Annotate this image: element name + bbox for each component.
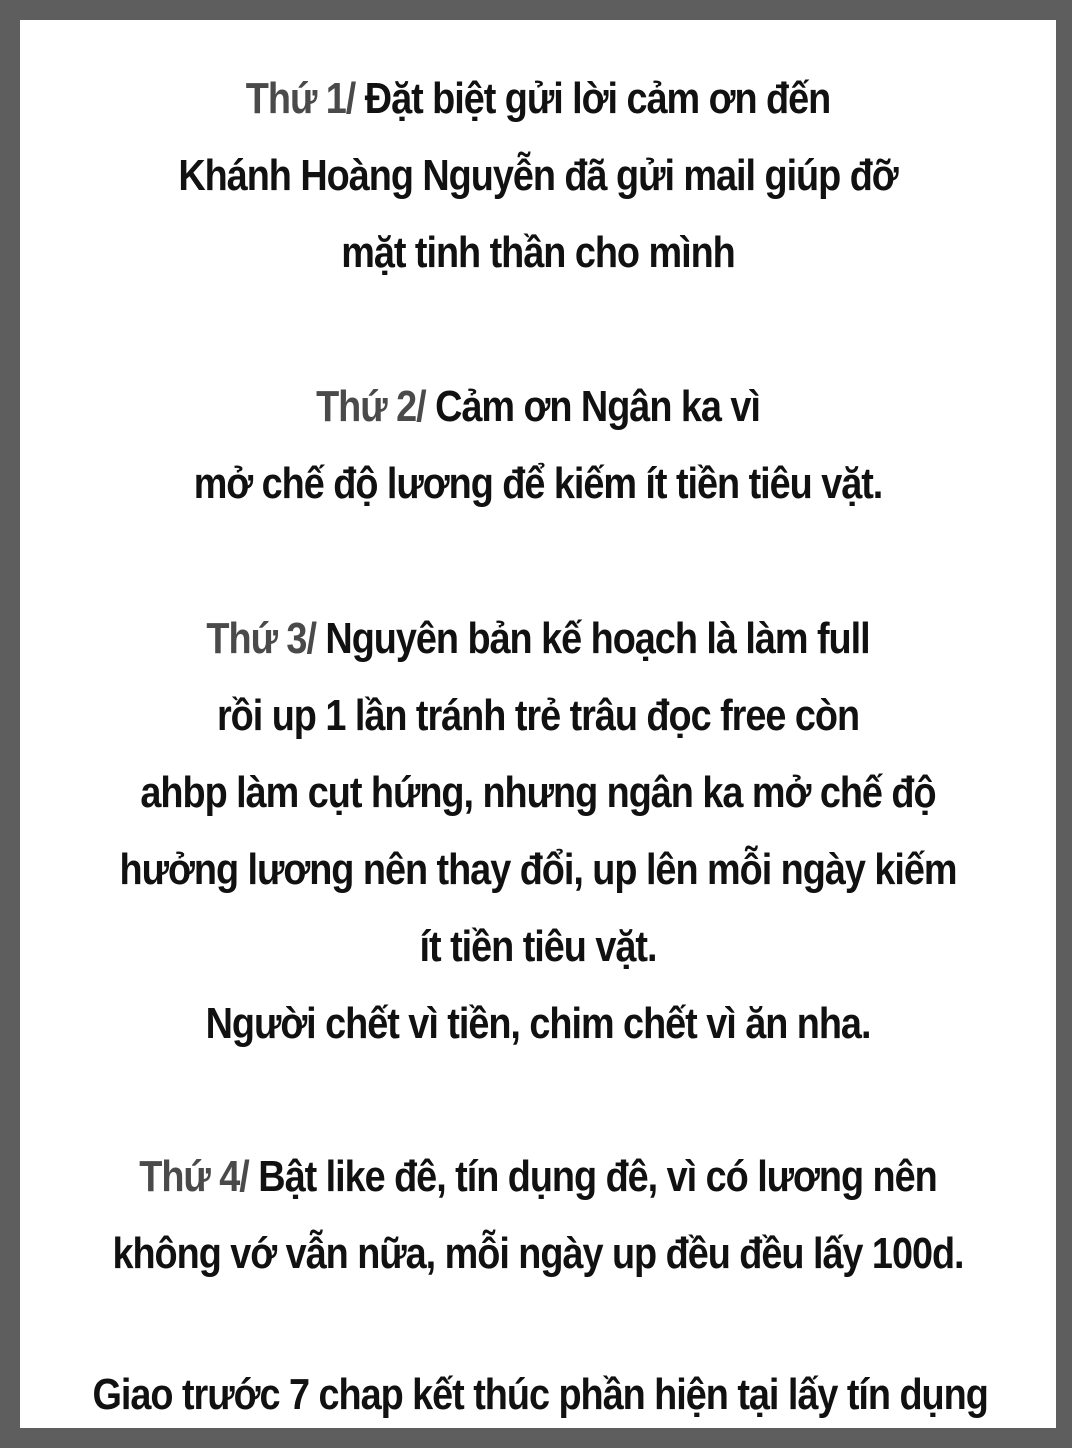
paragraph-text: Nguyên bản kế hoạch là làm full <box>325 614 870 663</box>
paragraph-1 <box>93 60 984 291</box>
paragraph-label: Thứ 1/ <box>245 74 356 123</box>
paragraph-line: ít tiền tiêu vặt. <box>419 922 657 971</box>
paragraph-line: Người chết vì tiền, chim chết vì ăn nha. <box>205 999 871 1048</box>
paragraph-text: Cảm ơn Ngân ka vì <box>435 382 760 431</box>
paragraph-line: ahbp làm cụt hứng, nhưng ngân ka mở chế độ <box>140 768 936 817</box>
paragraph-line: hưởng lương nên thay đổi, up lên mỗi ngày kiếm <box>119 845 957 894</box>
paragraph-line: mở chế độ lương để kiếm ít tiền tiêu vặt. <box>193 459 883 508</box>
paragraph-3 <box>93 600 984 1062</box>
paragraph-label: Thứ 2/ <box>316 382 426 431</box>
paragraph-4 <box>93 1138 984 1292</box>
paragraph-line <box>93 60 984 137</box>
paragraph-2 <box>93 368 984 522</box>
paragraph-label: Thứ 3/ <box>206 614 316 663</box>
paragraph-label: Thứ 4/ <box>139 1152 249 1201</box>
paragraph-text: Đặt biệt gửi lời cảm ơn đến <box>364 74 831 123</box>
paragraph-line: Khánh Hoàng Nguyễn đã gửi mail giúp đỡ <box>178 151 898 200</box>
paragraph-line: mặt tinh thần cho mình <box>341 228 735 277</box>
document-page <box>20 20 1056 1428</box>
closing-note <box>92 1356 988 1433</box>
paragraph-line: rồi up 1 lần tránh trẻ trâu đọc free còn <box>216 691 860 740</box>
paragraph-line: Giao trước 7 chap kết thúc phần hiện tại lấy tín dụng <box>92 1370 988 1419</box>
paragraph-line <box>93 600 984 677</box>
paragraph-line <box>93 1138 984 1215</box>
paragraph-line: không vớ vẫn nữa, mỗi ngày up đều đều lấy 100d. <box>112 1229 964 1278</box>
paragraph-text: Bật like đê, tín dụng đê, vì có lương nên <box>258 1152 937 1201</box>
paragraph-line <box>93 368 984 445</box>
